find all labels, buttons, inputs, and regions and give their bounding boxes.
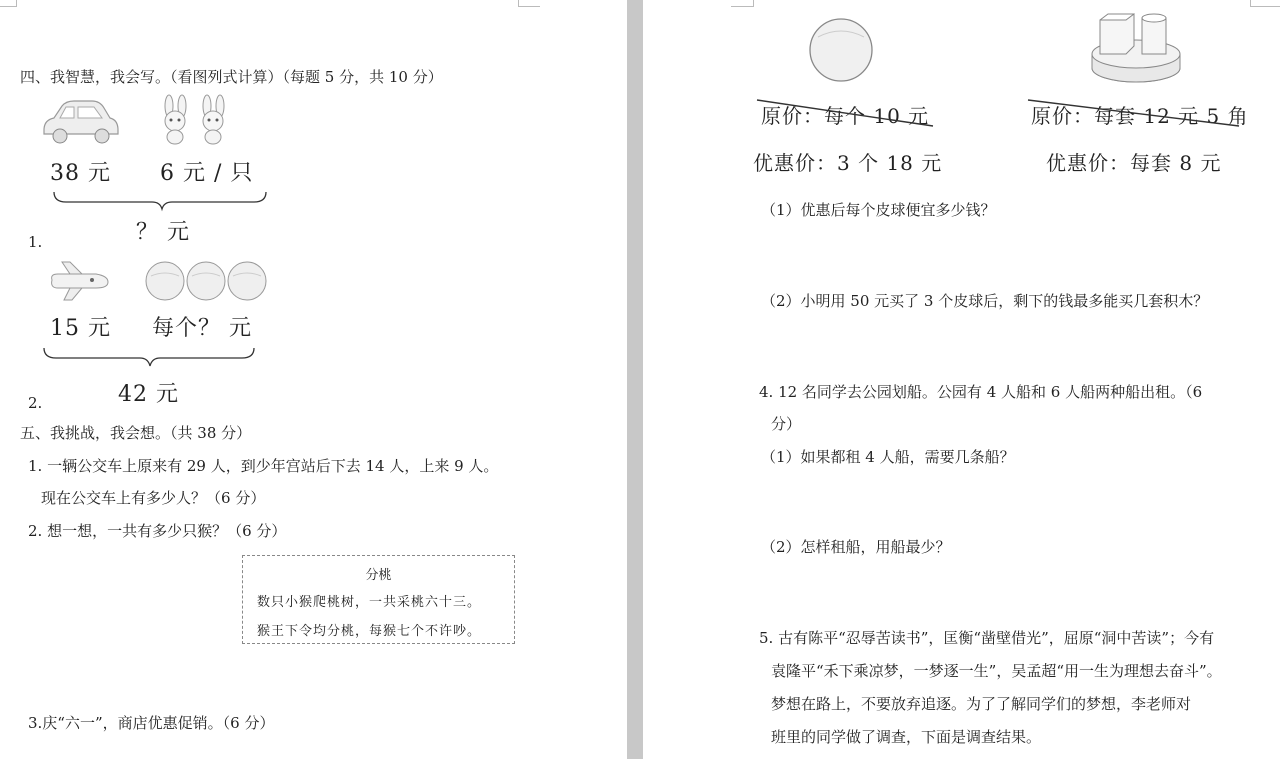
rabbit-icon [156, 96, 196, 146]
airplane-icon [46, 260, 112, 304]
poem-line: 数只小猴爬桃树，一共采桃六十三。 [257, 595, 482, 610]
s5-q3: 3.庆“六一”，商店优惠促销。（6 分） [28, 714, 275, 732]
building-blocks-icon [1090, 10, 1182, 84]
rabbit-price: 6 元 / 只 [160, 161, 254, 186]
q5-line2: 袁隆平“禾下乘凉梦，一梦逐一生”，吴孟超“用一生为理想去奋斗”。 [771, 662, 1222, 680]
blocks-original-price: 原价：每套 12 元 5 角 [1031, 104, 1249, 128]
ball-icon [808, 17, 874, 83]
margin-mark-top-right-v [518, 0, 519, 7]
margin-mark-top-left [731, 6, 753, 7]
poem-box [242, 555, 515, 644]
q2-number: 2. [28, 394, 43, 412]
page-gutter [627, 0, 643, 759]
brace-2 [42, 346, 262, 368]
right-page [643, 0, 1287, 759]
strike-line [755, 98, 935, 128]
q3-sub1: （1）优惠后每个皮球便宜多少钱？ [761, 201, 996, 219]
q5-line1: 5. 古有陈平“忍辱苦读书”，匡衡“凿壁借光”，屈原“洞中苦读”；今有 [759, 629, 1215, 647]
section4-heading: 四、我智慧，我会写。（看图列式计算）（每题 5 分，共 10 分） [20, 68, 443, 86]
margin-mark-top-left-v [16, 0, 17, 7]
ball-discount-price: 优惠价：3 个 18 元 [753, 151, 943, 175]
ball-original-price: 原价：每个 10 元 [761, 104, 930, 128]
q5-line3: 梦想在路上，不要放弃追逐。为了了解同学们的梦想，李老师对 [771, 695, 1192, 713]
q5-line4: 班里的同学做了调查，下面是调查结果。 [771, 728, 1042, 746]
margin-mark-top-right [518, 6, 540, 7]
s5-q2: 2. 想一想，一共有多少只猴？（6 分） [28, 522, 287, 540]
blocks-discount-price: 优惠价：每套 8 元 [1046, 151, 1222, 175]
q4-line2: 分） [771, 415, 802, 433]
q4-line1: 4. 12 名同学去公园划船。公园有 4 人船和 6 人船两种船出租。（6 [759, 383, 1203, 401]
plane-price: 15 元 [50, 316, 111, 341]
margin-mark-top-right [1250, 6, 1280, 7]
q1-total: ？ 元 [136, 220, 190, 245]
poem-line: 猴王下令均分桃，每猴七个不许吵。 [257, 624, 482, 639]
left-page [0, 0, 627, 759]
s5-q1-line1: 1. 一辆公交车上原来有 29 人，到少年宫站后下去 14 人，上来 9 人。 [28, 457, 499, 475]
car-price: 38 元 [50, 161, 111, 186]
margin-mark-top-left [0, 6, 16, 7]
q4-sub2: （2）怎样租船，用船最少？ [761, 538, 951, 556]
q3-sub2: （2）小明用 50 元买了 3 个皮球后，剩下的钱最多能买几套积木？ [761, 292, 1209, 310]
margin-mark-top-right-v [1250, 0, 1251, 7]
s5-q1-line2: 现在公交车上有多少人？（6 分） [41, 489, 266, 507]
q1-number: 1. [28, 233, 43, 251]
q2-total: 42 元 [118, 382, 179, 407]
q4-sub1: （1）如果都租 4 人船，需要几条船？ [761, 448, 1015, 466]
brace-1 [52, 190, 272, 210]
rabbit-icon [194, 96, 234, 146]
strike-line [1026, 98, 1241, 128]
ball-unit-price: 每个？ 元 [152, 316, 252, 341]
poem-title: 分桃 [365, 568, 392, 583]
car-icon [40, 98, 120, 148]
section5-heading: 五、我挑战，我会想。（共 38 分） [20, 424, 252, 442]
margin-mark-top-left-v [753, 0, 754, 7]
balls-group [145, 260, 269, 302]
